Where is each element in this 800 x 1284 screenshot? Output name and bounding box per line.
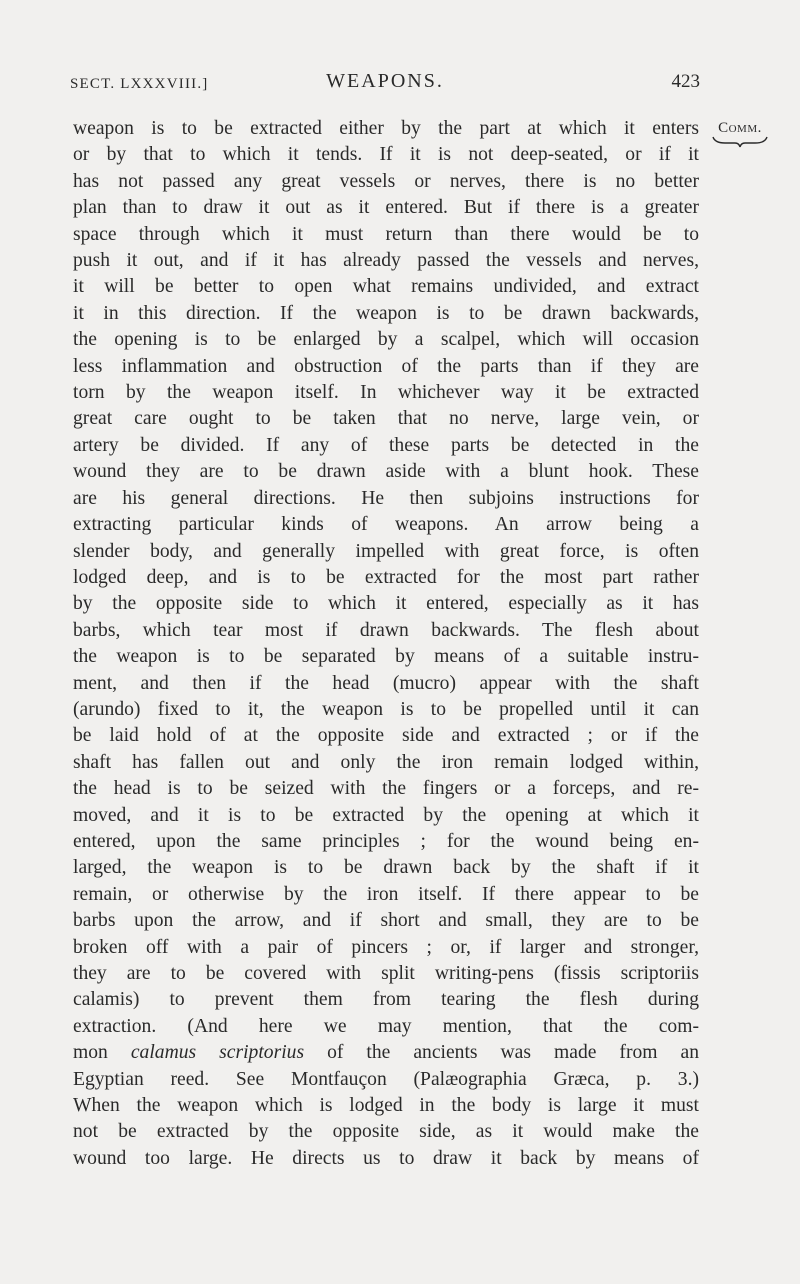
text-line: barbs upon the arrow, and if short and small, they are to be — [73, 910, 699, 932]
text-line: plan than to draw it out as it entered. But if there is a greater — [73, 197, 699, 219]
text-line: calamis) to prevent them from tearing the flesh during — [73, 989, 699, 1011]
text-line: the weapon is to be separated by means of a suitable instru- — [73, 646, 699, 668]
running-header — [70, 70, 700, 98]
text-line: has not passed any great vessels or nerves, there is no better — [73, 170, 699, 192]
text-line: shaft has fallen out and only the iron remain lodged within, — [73, 751, 699, 773]
page-title: WEAPONS. — [326, 70, 444, 92]
margin-note-label: Comm. — [718, 120, 762, 136]
text-line: wound they are to be drawn aside with a blunt hook. These — [73, 461, 699, 483]
text-line: by the opposite side to which it entered, especially as it has — [73, 593, 699, 615]
text-line: ment, and then if the head (mucro) appear with the shaft — [73, 672, 699, 694]
text-line: the head is to be seized with the fingers or a forceps, and re- — [73, 778, 699, 800]
text-line: less inflammation and obstruction of the parts than if they are — [73, 355, 699, 377]
text-line: it in this direction. If the weapon is to be drawn backwards, — [73, 302, 699, 324]
text-line: great care ought to be taken that no nerve, large vein, or — [73, 408, 699, 430]
italic-phrase: calamus scriptorius — [130, 1042, 305, 1064]
text-line: artery be divided. If any of these parts be detected in the — [73, 434, 699, 456]
text-line: slender body, and generally impelled with great force, is often — [73, 540, 699, 562]
text-line: extraction. (And here we may mention, that the com- — [73, 1015, 699, 1037]
text-line: broken off with a pair of pincers ; or, if larger and stronger, — [73, 936, 699, 958]
text-line — [73, 1040, 699, 1066]
text-line: torn by the weapon itself. In whichever way it be extracted — [73, 382, 699, 404]
text-line: push it out, and if it has already passed the vessels and nerves, — [73, 250, 699, 272]
text-line: it will be better to open what remains undivided, and extract — [73, 276, 699, 298]
text-line: remain, or otherwise by the iron itself. If there appear to be — [73, 883, 699, 905]
page-number: 423 — [671, 71, 700, 92]
text-line: extracting particular kinds of weapons. An arrow being a — [73, 514, 699, 536]
body-text — [73, 116, 699, 1172]
brace-icon — [711, 135, 769, 149]
text-line: Egyptian reed. See Montfauçon (Palæographia Græca, p. 3.) — [73, 1068, 699, 1090]
text-line: are his general directions. He then subjoins instructions for — [73, 487, 699, 509]
text-line: barbs, which tear most if drawn backwards. The flesh about — [73, 619, 699, 641]
text-line: space through which it must return than there would be to — [73, 223, 699, 245]
text-line: lodged deep, and is to be extracted for the most part rather — [73, 566, 699, 588]
text-line: wound too large. He directs us to draw it back by means of — [73, 1147, 699, 1169]
text-line: entered, upon the same principles ; for the wound being en- — [73, 830, 699, 852]
text-line: or by that to which it tends. If it is not deep-seated, or if it — [73, 144, 699, 166]
text-line: they are to be covered with split writing-pens (fissis scriptoriis — [73, 963, 699, 984]
text-fragment: mon — [73, 1042, 131, 1064]
text-line: weapon is to be extracted either by the part at which it enters — [73, 118, 699, 139]
text-fragment: of the ancients was made from an — [304, 1042, 700, 1064]
section-number: SECT. LXXXVIII.] — [70, 76, 209, 92]
margin-note — [705, 120, 775, 149]
text-line: (arundo) fixed to it, the weapon is to be propelled until it can — [73, 698, 699, 720]
text-line: be laid hold of at the opposite side and extracted ; or if the — [73, 725, 699, 747]
text-line: moved, and it is to be extracted by the opening at which it — [73, 804, 699, 826]
text-line: larged, the weapon is to be drawn back by the shaft if it — [73, 857, 699, 879]
text-line: the opening is to be enlarged by a scalpel, which will occasion — [73, 329, 699, 351]
text-line: not be extracted by the opposite side, as it would make the — [73, 1121, 699, 1143]
text-line: When the weapon which is lodged in the body is large it must — [73, 1095, 699, 1117]
